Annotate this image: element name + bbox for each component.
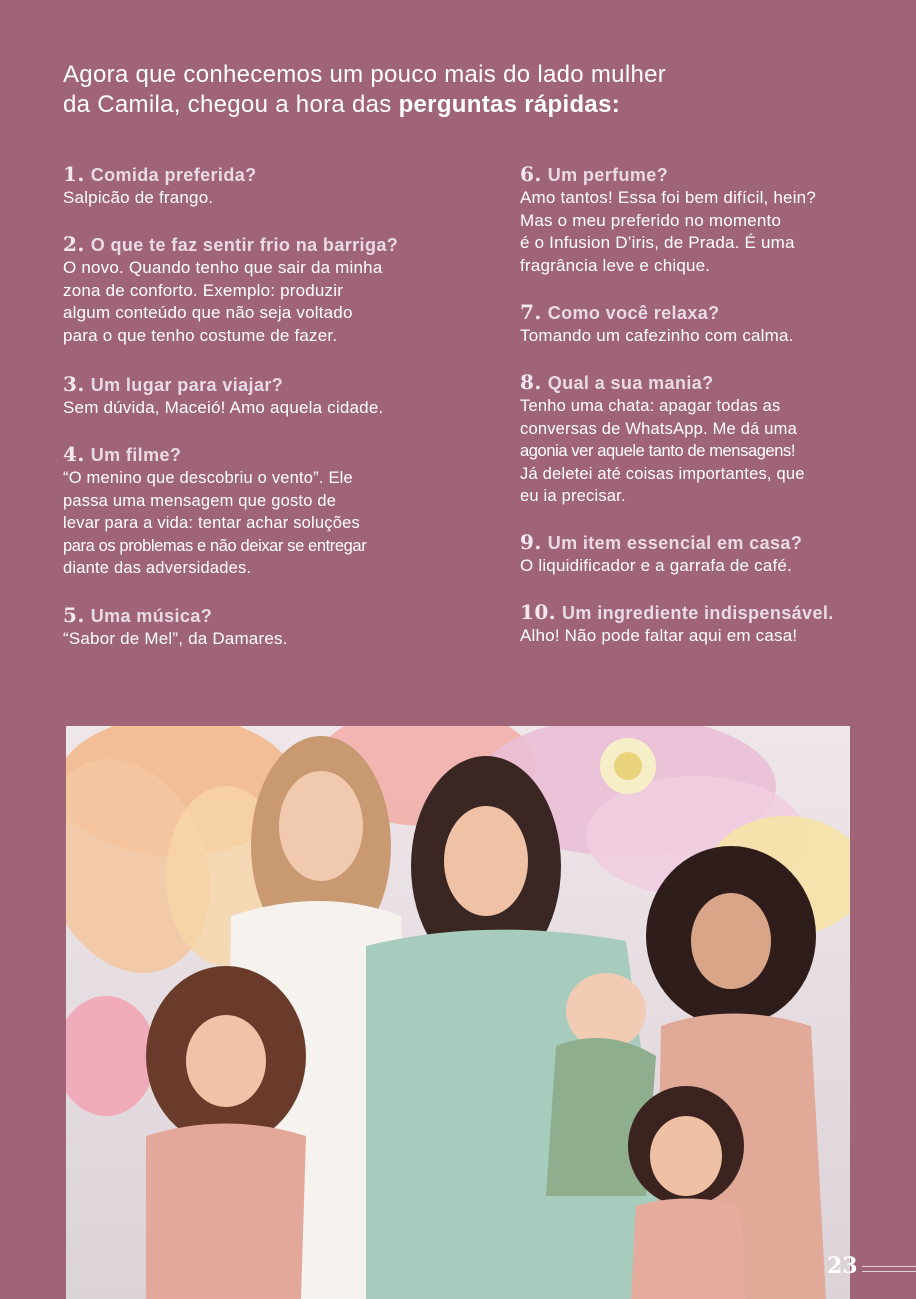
question-heading — [63, 162, 443, 187]
answer-text — [520, 395, 865, 508]
question-heading — [520, 162, 865, 187]
intro-heading — [63, 60, 823, 120]
qa-item-7 — [520, 300, 865, 348]
qa-item-1 — [63, 162, 443, 210]
question-number: 8. — [520, 370, 542, 394]
answer-text — [63, 628, 443, 651]
answer-line: Salpicão de frango. — [63, 188, 214, 207]
intro-line-2-prefix: da Camila, chegou a hora das — [63, 91, 399, 118]
question-heading — [520, 530, 865, 555]
question-text: Uma música? — [90, 606, 213, 626]
answer-line: diante das adversidades. — [63, 559, 252, 577]
answer-line: O novo. Quando tenho que sair da minha — [63, 258, 383, 277]
question-text: O que te faz sentir frio na barriga? — [90, 235, 399, 255]
answer-line: zona de conforto. Exemplo: produzir — [63, 280, 344, 300]
intro-line-2-bold: perguntas rápidas: — [398, 91, 621, 118]
answer-text — [520, 325, 865, 348]
page-number-rule — [862, 1266, 916, 1267]
answer-line: passa uma mensagem que gosto de — [63, 491, 337, 510]
answer-text — [63, 257, 443, 347]
answer-line: conversas de WhatsApp. Me dá uma — [520, 419, 797, 438]
question-heading — [63, 232, 443, 257]
qa-item-3 — [63, 372, 443, 420]
question-heading — [520, 370, 865, 395]
question-text: Como você relaxa? — [547, 303, 720, 323]
qa-item-9 — [520, 530, 865, 578]
question-text: Um perfume? — [547, 165, 669, 185]
answer-line: Amo tantos! Essa foi bem difícil, hein? — [520, 188, 816, 207]
question-number: 5. — [63, 603, 85, 627]
question-number: 3. — [63, 372, 85, 396]
answer-text — [520, 625, 865, 648]
question-heading — [520, 600, 865, 625]
answer-line: é o Infusion D’iris, de Prada. É uma — [520, 233, 795, 252]
answer-line: levar para a vida: tentar achar soluções — [63, 514, 360, 532]
family-photo — [66, 726, 850, 1299]
question-heading — [63, 603, 443, 628]
question-heading — [63, 372, 443, 397]
girl-left — [146, 966, 306, 1299]
question-text: Um filme? — [90, 445, 182, 465]
qa-item-6 — [520, 162, 865, 277]
answer-line: “Sabor de Mel”, da Damares. — [63, 629, 288, 648]
question-number: 4. — [63, 442, 85, 466]
answer-line: para os problemas e não deixar se entregar — [63, 536, 367, 555]
qa-item-5 — [63, 603, 443, 651]
answer-line: agonia ver aquele tanto de mensagens! — [520, 442, 796, 460]
question-heading — [63, 442, 443, 467]
page-number: 23 — [827, 1253, 858, 1279]
qa-item-2 — [63, 232, 443, 347]
answer-line: Sem dúvida, Maceió! Amo aquela cidade. — [63, 398, 384, 417]
question-text: Qual a sua mania? — [547, 373, 714, 393]
answer-line: algum conteúdo que não seja voltado — [63, 303, 353, 322]
question-number: 9. — [520, 530, 542, 554]
intro-line-1: Agora que conhecemos um pouco mais do lado mulher — [63, 61, 667, 88]
answer-text — [63, 397, 443, 420]
question-number: 6. — [520, 162, 542, 186]
question-text: Comida preferida? — [90, 165, 257, 185]
answer-text — [63, 467, 443, 580]
answer-line: Já deletei até coisas importantes, que — [520, 464, 805, 483]
qa-item-4 — [63, 442, 443, 580]
question-number: 10. — [520, 600, 556, 624]
answer-line: “O menino que descobriu o vento”. Ele — [63, 469, 353, 487]
answer-line: Mas o meu preferido no momento — [520, 210, 782, 230]
answer-line: Tenho uma chata: apagar todas as — [520, 397, 781, 415]
answer-line: O liquidificador e a garrafa de café. — [520, 556, 792, 575]
answer-line: Tomando um cafezinho com calma. — [520, 326, 794, 345]
answer-line: eu ia precisar. — [520, 487, 626, 505]
question-number: 2. — [63, 232, 85, 256]
answer-text — [520, 555, 865, 578]
answer-text — [63, 187, 443, 210]
answer-line: para o que tenho costume de fazer. — [63, 325, 338, 345]
question-text: Um ingrediente indispensável. — [562, 603, 834, 623]
question-text: Um lugar para viajar? — [90, 375, 284, 395]
question-heading — [520, 300, 865, 325]
question-number: 7. — [520, 300, 542, 324]
question-text: Um item essencial em casa? — [547, 533, 803, 553]
question-number: 1. — [63, 162, 85, 186]
page-number-rule — [862, 1271, 916, 1272]
family-photo-illustration — [66, 726, 850, 1299]
answer-line: fragrância leve e chique. — [520, 255, 711, 275]
qa-item-8 — [520, 370, 865, 508]
answer-line: Alho! Não pode faltar aqui em casa! — [520, 626, 798, 645]
answer-text — [520, 187, 865, 277]
qa-item-10 — [520, 600, 865, 648]
